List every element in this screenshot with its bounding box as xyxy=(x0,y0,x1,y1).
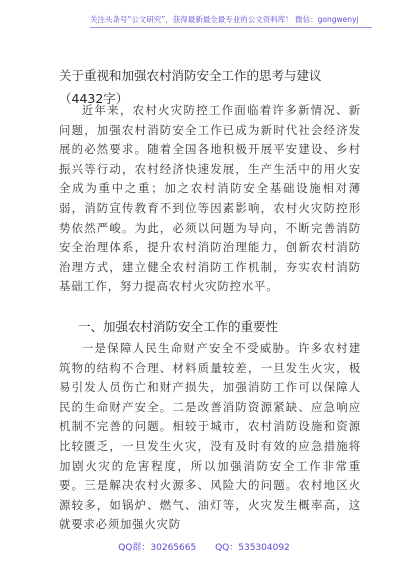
banner-underline xyxy=(90,27,372,28)
section-paragraph: 一是保障人民生命财产安全不受威胁。许多农村建筑物的结构不合理、材料质量较差，一旦发生火灾，极易引发人员伤亡和财产损失，加强消防工作可以保障人民的生命财产安全。二是改善消防资源紧缺、应急响应机制不完善的问题。相较于城市，农村消防设施和资源比较匮乏，一旦发生火灾，没有及时有效的应急措施将加剧火灾的危害程度，所以加强消防安全工作非常重要。三是解决农村火源多、风险大的问题。农村地区火源较多，如锅炉、燃气、油灯等，火灾发生概率高，这就要求必须加强火灾防 xyxy=(59,341,361,532)
document-title: 关于重视和加强农村消防安全工作的思考与建议（4432字） xyxy=(59,68,322,106)
footer-qq-group: QQ群：30265665 xyxy=(118,543,197,553)
footer-qq: QQ：535304092 xyxy=(215,543,290,553)
top-banner-text: 关注头条号“公文研究”，获得最新最全最专业的公文资料库！ 微信：gongwenyj xyxy=(90,15,359,24)
intro-paragraph-block xyxy=(59,101,361,297)
section-paragraph-block xyxy=(59,339,361,535)
intro-paragraph: 近年来，农村火灾防控工作面临着许多新情况、新问题，加强农村消防安全工作已成为新时代社会经济发展的必然要求。随着全国各地积极开展平安建设、乡村振兴等行动，农村经济快速发展，生产生活中的用火安全成为重中之重；加之农村消防安全基础设施相对薄弱，消防宣传教育不到位等因素影响，农村火灾防控形势依然严峻。为此，必须以问题为导向，不断完善消防安全治理体系，提升农村消防治理能力，创新农村消防治理方式，建立健全农村消防工作机制，夯实农村消防基础工作，努力提高农村火灾防控水平。 xyxy=(59,103,361,294)
section-heading: 一、加强农村消防安全工作的重要性 xyxy=(78,319,279,334)
footer-contacts xyxy=(0,540,408,553)
